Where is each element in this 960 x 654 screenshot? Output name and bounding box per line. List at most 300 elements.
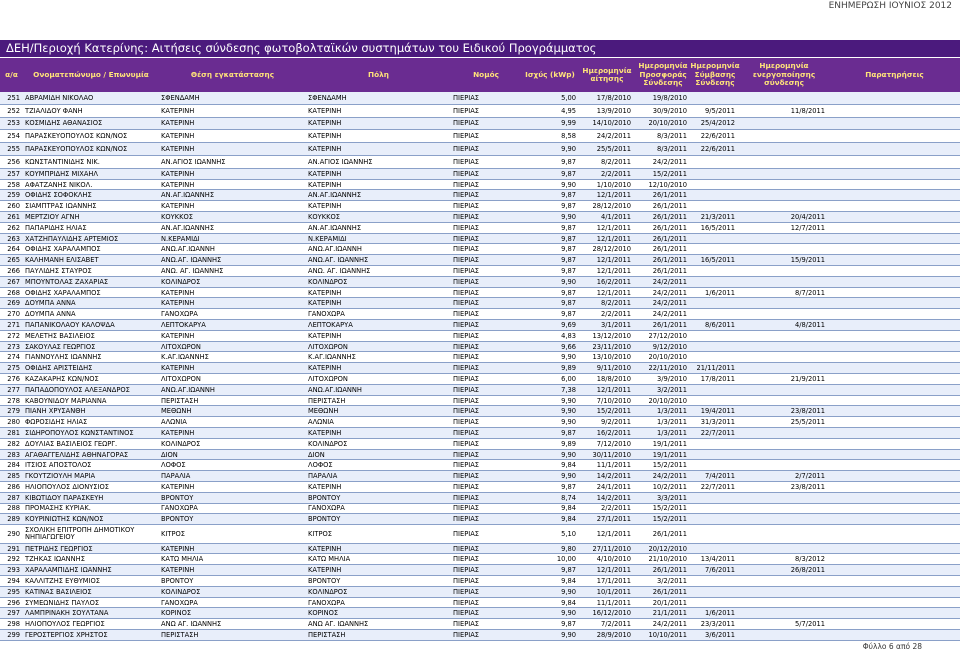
cell-power: 9,90 — [521, 276, 579, 287]
cell-name: ΠΙΑΝΗ ΧΡΥΣΑΝΘΗ — [23, 406, 159, 417]
cell-prefecture: ΠΙΕΡΙΑΣ — [451, 201, 521, 212]
cell-application-date: 4/1/2011 — [579, 212, 635, 223]
cell-activation-date — [739, 201, 829, 212]
cell-site: ΚΑΤΕΡΙΝΗ — [159, 428, 306, 439]
cell-prefecture: ΠΙΕΡΙΑΣ — [451, 179, 521, 190]
cell-contract-date: 22/7/2011 — [691, 428, 739, 439]
cell-site: ΚΑΤΕΡΙΝΗ — [159, 330, 306, 341]
cell-offer-date: 19/1/2011 — [635, 449, 691, 460]
cell-city: ΓΑΝΟΧΩΡΑ — [306, 503, 451, 514]
cell-activation-date — [739, 384, 829, 395]
table-row — [0, 576, 960, 587]
cell-city: ΓΑΝΟΧΩΡΑ — [306, 309, 451, 320]
cell-contract-date — [691, 298, 739, 309]
cell-activation-date: 21/9/2011 — [739, 374, 829, 385]
cell-contract-date — [691, 244, 739, 255]
cell-contract-date — [691, 586, 739, 597]
cell-power: 9,87 — [521, 222, 579, 233]
cell-application-date: 3/1/2011 — [579, 320, 635, 331]
cell-application-date: 28/12/2010 — [579, 201, 635, 212]
cell-name: ΚΑΛΛΙΤΖΗΣ ΕΥΘΥΜΙΟΣ — [23, 576, 159, 587]
cell-activation-date — [739, 341, 829, 352]
cell-index: 288 — [0, 503, 23, 514]
cell-prefecture: ΠΙΕΡΙΑΣ — [451, 460, 521, 471]
cell-site: ΑΝΩ. ΑΓ. ΙΩΑΝΝΗΣ — [159, 266, 306, 277]
cell-activation-date — [739, 576, 829, 587]
cell-prefecture: ΠΙΕΡΙΑΣ — [451, 222, 521, 233]
table-row — [0, 298, 960, 309]
cell-name: ΗΛΙΟΠΟΥΛΟΣ ΔΙΟΝΥΣΙΟΣ — [23, 482, 159, 493]
cell-prefecture: ΠΙΕΡΙΑΣ — [451, 576, 521, 587]
cell-site: ΛΙΤΟΧΩΡΟΝ — [159, 341, 306, 352]
table-row — [0, 104, 960, 117]
table-row — [0, 352, 960, 363]
cell-index: 267 — [0, 276, 23, 287]
table-row — [0, 212, 960, 223]
cell-power: 9,90 — [521, 417, 579, 428]
cell-application-date: 12/1/2011 — [579, 525, 635, 543]
cell-name: ΗΛΙΟΠΟΥΛΟΣ ΓΕΩΡΓΙΟΣ — [23, 619, 159, 630]
cell-application-date: 7/12/2010 — [579, 438, 635, 449]
cell-city: ΚΟΛΙΝΔΡΟΣ — [306, 586, 451, 597]
cell-name: ΠΡΟΜΑΣΗΣ ΚΥΡΙΑΚ. — [23, 503, 159, 514]
cell-city: Ν.ΚΕΡΑΜΙΔΙ — [306, 233, 451, 244]
cell-offer-date: 1/3/2011 — [635, 428, 691, 439]
cell-contract-date: 23/3/2011 — [691, 619, 739, 630]
cell-remarks — [829, 179, 960, 190]
cell-index: 297 — [0, 608, 23, 619]
cell-remarks — [829, 525, 960, 543]
cell-city: ΛΙΤΟΧΩΡΟΝ — [306, 341, 451, 352]
cell-contract-date — [691, 395, 739, 406]
cell-contract-date: 22/6/2011 — [691, 130, 739, 143]
cell-application-date: 17/8/2010 — [579, 92, 635, 104]
cell-site: ΚΑΤΕΡΙΝΗ — [159, 482, 306, 493]
cell-index: 295 — [0, 586, 23, 597]
cell-contract-date — [691, 201, 739, 212]
cell-index: 260 — [0, 201, 23, 212]
cell-site: ΑΝ.ΑΓΙΟΣ ΙΩΑΝΝΗΣ — [159, 156, 306, 169]
cell-power: 9,99 — [521, 117, 579, 130]
table-row — [0, 597, 960, 608]
cell-power: 9,87 — [521, 287, 579, 298]
cell-index: 283 — [0, 449, 23, 460]
cell-index: 276 — [0, 374, 23, 385]
cell-prefecture: ΠΙΕΡΙΑΣ — [451, 525, 521, 543]
cell-name: ΣΑΚΟΥΛΑΣ ΓΕΩΡΓΙΟΣ — [23, 341, 159, 352]
cell-offer-date: 24/2/2011 — [635, 298, 691, 309]
cell-activation-date: 23/8/2011 — [739, 482, 829, 493]
cell-index: 290 — [0, 525, 23, 543]
cell-power: 9,87 — [521, 309, 579, 320]
cell-contract-date — [691, 525, 739, 543]
cell-site: ΚΑΤΕΡΙΝΗ — [159, 130, 306, 143]
cell-contract-date — [691, 233, 739, 244]
cell-offer-date: 24/2/2011 — [635, 287, 691, 298]
cell-activation-date — [739, 117, 829, 130]
cell-contract-date: 17/8/2011 — [691, 374, 739, 385]
cell-activation-date — [739, 130, 829, 143]
cell-application-date: 24/2/2011 — [579, 130, 635, 143]
cell-offer-date: 21/1/2011 — [635, 608, 691, 619]
cell-name: ΚΑΤΙΝΑΣ ΒΑΣΙΛΕΙΟΣ — [23, 586, 159, 597]
cell-city: ΔΙΟΝ — [306, 449, 451, 460]
cell-power: 9,87 — [521, 190, 579, 201]
cell-application-date: 12/1/2011 — [579, 287, 635, 298]
cell-activation-date: 8/7/2011 — [739, 287, 829, 298]
cell-activation-date — [739, 309, 829, 320]
cell-power: 7,38 — [521, 384, 579, 395]
cell-offer-date: 3/9/2010 — [635, 374, 691, 385]
cell-site: ΑΝΩ ΑΓ. ΙΩΑΝΝΗΣ — [159, 619, 306, 630]
header-application-date: Ημερομηνία αίτησης — [582, 65, 632, 83]
cell-remarks — [829, 576, 960, 587]
cell-prefecture: ΠΙΕΡΙΑΣ — [451, 586, 521, 597]
cell-site: ΚΑΤΕΡΙΝΗ — [159, 543, 306, 554]
cell-city: ΑΝ.ΑΓ.ΙΩΑΝΝΗΣ — [306, 222, 451, 233]
header-name: Ονοματεπώνυμο / Επωνυμία — [33, 69, 149, 79]
cell-name: ΚΟΣΜΙΔΗΣ ΑΘΑΝΑΣΙΟΣ — [23, 117, 159, 130]
cell-activation-date — [739, 298, 829, 309]
header-site: Θέση εγκατάστασης — [190, 69, 275, 79]
cell-prefecture: ΠΙΕΡΙΑΣ — [451, 104, 521, 117]
cell-name: ΟΦΙΔΗΣ ΧΑΡΑΛΑΜΠΟΣ — [23, 244, 159, 255]
cell-offer-date: 19/1/2011 — [635, 438, 691, 449]
cell-index: 259 — [0, 190, 23, 201]
cell-name: ΠΑΡΑΣΚΕΥΟΠΟΥΛΟΣ ΚΩΝ/ΝΟΣ — [23, 143, 159, 156]
cell-offer-date: 26/1/2011 — [635, 212, 691, 223]
cell-index: 258 — [0, 179, 23, 190]
cell-site: ΚΟΥΚΚΟΣ — [159, 212, 306, 223]
cell-power: 9,69 — [521, 320, 579, 331]
cell-index: 257 — [0, 169, 23, 179]
cell-remarks — [829, 597, 960, 608]
cell-prefecture: ΠΙΕΡΙΑΣ — [451, 619, 521, 630]
cell-site: ΛΙΤΟΧΩΡΟΝ — [159, 374, 306, 385]
cell-application-date: 18/8/2010 — [579, 374, 635, 385]
cell-prefecture: ΠΙΕΡΙΑΣ — [451, 143, 521, 156]
cell-offer-date: 26/1/2011 — [635, 255, 691, 266]
cell-offer-date: 27/12/2010 — [635, 330, 691, 341]
cell-power: 9,87 — [521, 156, 579, 169]
cell-offer-date: 15/2/2011 — [635, 503, 691, 514]
cell-index: 271 — [0, 320, 23, 331]
cell-activation-date — [739, 156, 829, 169]
cell-activation-date: 11/8/2011 — [739, 104, 829, 117]
cell-remarks — [829, 586, 960, 597]
cell-city: ΚΟΛΙΝΔΡΟΣ — [306, 438, 451, 449]
cell-offer-date: 26/1/2011 — [635, 201, 691, 212]
cell-activation-date: 25/5/2011 — [739, 417, 829, 428]
table-row — [0, 244, 960, 255]
cell-activation-date: 8/3/2012 — [739, 554, 829, 565]
cell-site: ΚΑΤΕΡΙΝΗ — [159, 363, 306, 374]
cell-index: 266 — [0, 266, 23, 277]
cell-contract-date — [691, 438, 739, 449]
cell-activation-date — [739, 597, 829, 608]
cell-name: ΜΕΛΕΤΗΣ ΒΑΣΙΛΕΙΟΣ — [23, 330, 159, 341]
cell-power: 4,95 — [521, 104, 579, 117]
cell-name: ΚΟΥΜΠΡΙΔΗΣ ΜΙΧΑΗΛ — [23, 169, 159, 179]
cell-prefecture: ΠΙΕΡΙΑΣ — [451, 395, 521, 406]
cell-name: ΚΩΝΣΤΑΝΤΙΝΙΔΗΣ ΝΙΚ. — [23, 156, 159, 169]
cell-activation-date — [739, 514, 829, 525]
cell-application-date: 13/9/2010 — [579, 104, 635, 117]
cell-contract-date — [691, 576, 739, 587]
cell-prefecture: ΠΙΕΡΙΑΣ — [451, 492, 521, 503]
cell-power: 9,87 — [521, 565, 579, 576]
table-row — [0, 266, 960, 277]
cell-city: ΚΑΤΕΡΙΝΗ — [306, 201, 451, 212]
cell-name: ΑΒΡΑΜΙΔΗ ΝΙΚΟΛΑΟ — [23, 92, 159, 104]
cell-name: ΚΑΒΟΥΝΙΔΟΥ ΜΑΡΙΑΝΝΑ — [23, 395, 159, 406]
table-row — [0, 374, 960, 385]
cell-power: 9,87 — [521, 482, 579, 493]
cell-name: ΔΟΥΜΠΑ ΑΝΝΑ — [23, 298, 159, 309]
cell-remarks — [829, 130, 960, 143]
cell-activation-date — [739, 630, 829, 641]
cell-index: 273 — [0, 341, 23, 352]
cell-activation-date — [739, 266, 829, 277]
page-title: ΔΕΗ/Περιοχή Κατερίνης: Αιτήσεις σύνδεσης φωτοβολταϊκών συστημάτων του Ειδικού Προγράμματος — [0, 40, 960, 57]
cell-activation-date — [739, 543, 829, 554]
cell-application-date: 12/1/2011 — [579, 266, 635, 277]
cell-city: ΚΙΤΡΟΣ — [306, 525, 451, 543]
cell-power: 9,84 — [521, 503, 579, 514]
cell-application-date: 11/1/2011 — [579, 460, 635, 471]
cell-index: 265 — [0, 255, 23, 266]
cell-name: ΓΕΡΟΣΤΕΡΓΙΟΣ ΧΡΗΣΤΟΣ — [23, 630, 159, 641]
cell-application-date: 14/10/2010 — [579, 117, 635, 130]
cell-remarks — [829, 320, 960, 331]
cell-city: ΑΛΩΝΙΑ — [306, 417, 451, 428]
cell-application-date: 24/1/2011 — [579, 482, 635, 493]
cell-activation-date — [739, 190, 829, 201]
cell-site: Κ.ΑΓ.ΙΩΑΝΝΗΣ — [159, 352, 306, 363]
cell-site: ΒΡΟΝΤΟΥ — [159, 576, 306, 587]
cell-prefecture: ΠΙΕΡΙΑΣ — [451, 503, 521, 514]
table-row — [0, 471, 960, 482]
cell-power: 9,87 — [521, 255, 579, 266]
cell-contract-date: 31/3/2011 — [691, 417, 739, 428]
cell-power: 9,87 — [521, 266, 579, 277]
cell-power: 9,80 — [521, 543, 579, 554]
cell-city: ΑΝ.ΑΓΙΟΣ ΙΩΑΝΝΗΣ — [306, 156, 451, 169]
cell-city: ΚΑΤΕΡΙΝΗ — [306, 298, 451, 309]
cell-site: Ν.ΚΕΡΑΜΙΔΙ — [159, 233, 306, 244]
cell-power: 6,00 — [521, 374, 579, 385]
cell-activation-date: 5/7/2011 — [739, 619, 829, 630]
cell-city: ΓΑΝΟΧΩΡΑ — [306, 597, 451, 608]
table-row — [0, 514, 960, 525]
cell-name: ΑΓΑΘΑΓΓΕΛΙΔΗΣ ΑΘΗΝΑΓΟΡΑΣ — [23, 449, 159, 460]
cell-index: 264 — [0, 244, 23, 255]
cell-index: 280 — [0, 417, 23, 428]
cell-offer-date: 22/11/2010 — [635, 363, 691, 374]
cell-site: ΚΑΤΕΡΙΝΗ — [159, 287, 306, 298]
cell-offer-date: 26/1/2011 — [635, 525, 691, 543]
cell-prefecture: ΠΙΕΡΙΑΣ — [451, 406, 521, 417]
cell-site: ΚΑΤΕΡΙΝΗ — [159, 117, 306, 130]
cell-contract-date: 22/6/2011 — [691, 143, 739, 156]
header-remarks: Παρατηρήσεις — [865, 69, 924, 79]
cell-offer-date: 12/10/2010 — [635, 179, 691, 190]
cell-offer-date: 24/2/2011 — [635, 309, 691, 320]
cell-site: ΛΕΠΤΟΚΑΡΥΑ — [159, 320, 306, 331]
cell-site: ΓΑΝΟΧΩΡΑ — [159, 309, 306, 320]
cell-name: ΤΖΙΑΛΙΔΟΥ ΦΑΝΗ — [23, 104, 159, 117]
cell-offer-date: 26/1/2011 — [635, 190, 691, 201]
cell-city: ΛΕΠΤΟΚΑΡΥΑ — [306, 320, 451, 331]
cell-site: ΚΑΤΕΡΙΝΗ — [159, 201, 306, 212]
cell-index: 278 — [0, 395, 23, 406]
cell-activation-date — [739, 395, 829, 406]
table-row — [0, 156, 960, 169]
cell-activation-date — [739, 503, 829, 514]
cell-site: ΑΝΩ.ΑΓ.ΙΩΑΝΝΗ — [159, 384, 306, 395]
cell-remarks — [829, 156, 960, 169]
cell-offer-date: 20/10/2010 — [635, 117, 691, 130]
header-city: Πόλη — [368, 69, 389, 79]
cell-name: ΟΦΙΔΗΣ ΑΡΙΣΤΕΙΔΗΣ — [23, 363, 159, 374]
cell-application-date: 9/2/2011 — [579, 417, 635, 428]
cell-index: 262 — [0, 222, 23, 233]
cell-city: ΠΑΡΑΛΙΑ — [306, 471, 451, 482]
cell-prefecture: ΠΙΕΡΙΑΣ — [451, 298, 521, 309]
cell-site: ΑΝΩ.ΑΓ. ΙΩΑΝΝΗΣ — [159, 255, 306, 266]
cell-contract-date: 16/5/2011 — [691, 222, 739, 233]
cell-offer-date: 20/10/2010 — [635, 395, 691, 406]
cell-index: 281 — [0, 428, 23, 439]
cell-prefecture: ΠΙΕΡΙΑΣ — [451, 320, 521, 331]
cell-site: ΚΑΤΕΡΙΝΗ — [159, 565, 306, 576]
cell-site: ΑΝ.ΑΓ.ΙΩΑΝΝΗΣ — [159, 190, 306, 201]
cell-remarks — [829, 169, 960, 179]
cell-offer-date: 26/1/2011 — [635, 320, 691, 331]
table-row — [0, 255, 960, 266]
table-row — [0, 341, 960, 352]
cell-index: 291 — [0, 543, 23, 554]
cell-offer-date: 1/3/2011 — [635, 406, 691, 417]
cell-site: ΠΑΡΑΛΙΑ — [159, 471, 306, 482]
table-row — [0, 460, 960, 471]
table-row — [0, 395, 960, 406]
cell-city: ΚΑΤΕΡΙΝΗ — [306, 169, 451, 179]
cell-index: 279 — [0, 406, 23, 417]
cell-contract-date — [691, 341, 739, 352]
cell-application-date: 28/9/2010 — [579, 630, 635, 641]
cell-activation-date — [739, 143, 829, 156]
cell-city: ΚΑΤΕΡΙΝΗ — [306, 330, 451, 341]
cell-prefecture: ΠΙΕΡΙΑΣ — [451, 156, 521, 169]
cell-contract-date — [691, 276, 739, 287]
cell-index: 256 — [0, 156, 23, 169]
table-row — [0, 619, 960, 630]
cell-city: ΒΡΟΝΤΟΥ — [306, 514, 451, 525]
cell-remarks — [829, 117, 960, 130]
cell-offer-date: 9/12/2010 — [635, 341, 691, 352]
cell-index: 293 — [0, 565, 23, 576]
cell-prefecture: ΠΙΕΡΙΑΣ — [451, 190, 521, 201]
cell-application-date: 4/10/2010 — [579, 554, 635, 565]
cell-contract-date: 9/5/2011 — [691, 104, 739, 117]
table-row — [0, 503, 960, 514]
cell-remarks — [829, 543, 960, 554]
sheet-counter: Φύλλο 6 από 28 — [862, 642, 922, 651]
cell-offer-date: 26/1/2011 — [635, 233, 691, 244]
cell-site: ΔΙΟΝ — [159, 449, 306, 460]
table-row — [0, 384, 960, 395]
cell-index: 289 — [0, 514, 23, 525]
cell-name: ΔΟΥΜΠΑ ΑΝΝΑ — [23, 309, 159, 320]
cell-index: 275 — [0, 363, 23, 374]
cell-activation-date: 12/7/2011 — [739, 222, 829, 233]
cell-remarks — [829, 492, 960, 503]
cell-application-date: 8/2/2011 — [579, 156, 635, 169]
cell-power: 9,87 — [521, 298, 579, 309]
cell-application-date: 7/2/2011 — [579, 619, 635, 630]
cell-remarks — [829, 554, 960, 565]
cell-offer-date: 26/1/2011 — [635, 586, 691, 597]
table-row — [0, 130, 960, 143]
cell-city: ΚΑΤΩ ΜΗΛΙΑ — [306, 554, 451, 565]
cell-site: ΚΟΛΙΝΔΡΟΣ — [159, 276, 306, 287]
cell-name: ΣΙΔΗΡΟΠΟΥΛΟΣ ΚΩΝΣΤΑΝΤΙΝΟΣ — [23, 428, 159, 439]
cell-site: ΑΛΩΝΙΑ — [159, 417, 306, 428]
cell-application-date: 12/1/2011 — [579, 190, 635, 201]
cell-offer-date: 15/2/2011 — [635, 514, 691, 525]
cell-contract-date: 8/6/2011 — [691, 320, 739, 331]
cell-index: 252 — [0, 104, 23, 117]
cell-offer-date: 1/3/2011 — [635, 417, 691, 428]
cell-application-date: 16/2/2011 — [579, 428, 635, 439]
cell-prefecture: ΠΙΕΡΙΑΣ — [451, 438, 521, 449]
cell-city: ΒΡΟΝΤΟΥ — [306, 576, 451, 587]
cell-remarks — [829, 630, 960, 641]
cell-activation-date — [739, 586, 829, 597]
cell-offer-date: 3/2/2011 — [635, 384, 691, 395]
cell-remarks — [829, 341, 960, 352]
cell-application-date: 2/2/2011 — [579, 503, 635, 514]
cell-city: ΚΟΥΚΚΟΣ — [306, 212, 451, 223]
cell-contract-date — [691, 179, 739, 190]
cell-activation-date — [739, 428, 829, 439]
cell-power: 9,87 — [521, 244, 579, 255]
cell-application-date: 23/11/2010 — [579, 341, 635, 352]
cell-contract-date — [691, 503, 739, 514]
cell-power: 8,74 — [521, 492, 579, 503]
cell-power: 9,90 — [521, 449, 579, 460]
cell-prefecture: ΠΙΕΡΙΑΣ — [451, 471, 521, 482]
cell-index: 251 — [0, 92, 23, 104]
cell-offer-date: 10/10/2011 — [635, 630, 691, 641]
cell-activation-date — [739, 233, 829, 244]
cell-name: ΧΑΡΑΛΑΜΠΙΔΗΣ ΙΩΑΝΝΗΣ — [23, 565, 159, 576]
cell-application-date: 16/2/2011 — [579, 276, 635, 287]
cell-name: ΠΑΠΑΔΟΠΟΥΛΟΣ ΑΛΕΞΑΝΔΡΟΣ — [23, 384, 159, 395]
cell-activation-date — [739, 525, 829, 543]
cell-prefecture: ΠΙΕΡΙΑΣ — [451, 330, 521, 341]
cell-remarks — [829, 449, 960, 460]
cell-remarks — [829, 255, 960, 266]
cell-power: 9,84 — [521, 514, 579, 525]
cell-application-date: 11/1/2011 — [579, 597, 635, 608]
table-row — [0, 630, 960, 641]
cell-remarks — [829, 503, 960, 514]
cell-city: ΚΑΤΕΡΙΝΗ — [306, 482, 451, 493]
cell-site: ΚΑΤΕΡΙΝΗ — [159, 179, 306, 190]
cell-remarks — [829, 460, 960, 471]
